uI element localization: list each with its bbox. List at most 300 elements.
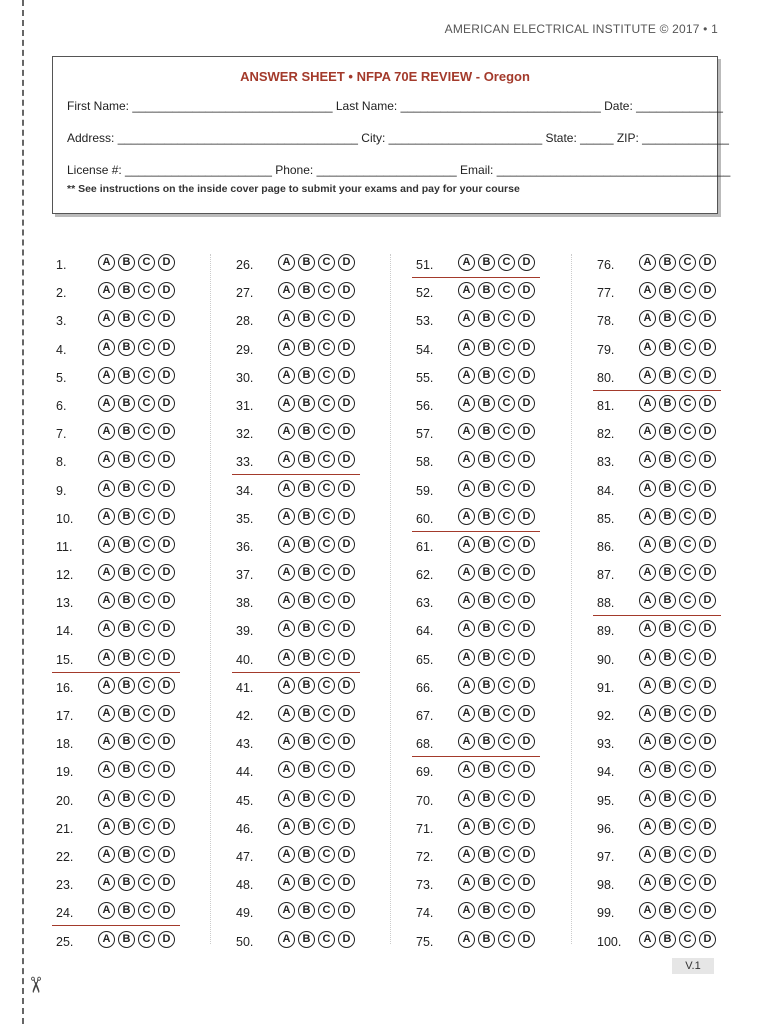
license-contact-line[interactable]: License #: ______________________ Phone: _____________________ Email: ___________________________________ [67, 163, 731, 177]
bubble-b[interactable]: B [298, 339, 315, 356]
bubble-c[interactable]: C [138, 592, 155, 609]
bubble-b[interactable]: B [659, 282, 676, 299]
bubble-b[interactable]: B [298, 480, 315, 497]
bubble-c[interactable]: C [318, 649, 335, 666]
bubble-b[interactable]: B [478, 367, 495, 384]
bubble-a[interactable]: A [639, 902, 656, 919]
bubble-c[interactable]: C [138, 254, 155, 271]
bubble-c[interactable]: C [138, 536, 155, 553]
bubble-d[interactable]: D [338, 592, 355, 609]
bubble-c[interactable]: C [318, 282, 335, 299]
bubble-b[interactable]: B [298, 931, 315, 948]
bubble-b[interactable]: B [478, 310, 495, 327]
bubble-d[interactable]: D [518, 564, 535, 581]
bubble-c[interactable]: C [318, 902, 335, 919]
bubble-d[interactable]: D [518, 761, 535, 778]
bubble-b[interactable]: B [298, 564, 315, 581]
bubble-d[interactable]: D [518, 705, 535, 722]
bubble-d[interactable]: D [338, 282, 355, 299]
bubble-a[interactable]: A [458, 874, 475, 891]
bubble-d[interactable]: D [699, 818, 716, 835]
bubble-a[interactable]: A [458, 818, 475, 835]
bubble-d[interactable]: D [338, 733, 355, 750]
bubble-c[interactable]: C [138, 451, 155, 468]
bubble-d[interactable]: D [158, 451, 175, 468]
bubble-c[interactable]: C [679, 846, 696, 863]
bubble-a[interactable]: A [98, 564, 115, 581]
bubble-b[interactable]: B [298, 902, 315, 919]
bubble-d[interactable]: D [518, 818, 535, 835]
bubble-c[interactable]: C [498, 874, 515, 891]
bubble-a[interactable]: A [458, 367, 475, 384]
bubble-a[interactable]: A [278, 761, 295, 778]
bubble-a[interactable]: A [458, 536, 475, 553]
bubble-c[interactable]: C [679, 282, 696, 299]
bubble-c[interactable]: C [498, 677, 515, 694]
bubble-c[interactable]: C [679, 451, 696, 468]
bubble-d[interactable]: D [699, 931, 716, 948]
bubble-d[interactable]: D [518, 620, 535, 637]
bubble-a[interactable]: A [458, 620, 475, 637]
bubble-c[interactable]: C [498, 846, 515, 863]
bubble-a[interactable]: A [639, 620, 656, 637]
bubble-c[interactable]: C [318, 480, 335, 497]
bubble-b[interactable]: B [478, 790, 495, 807]
bubble-d[interactable]: D [338, 395, 355, 412]
bubble-d[interactable]: D [518, 339, 535, 356]
bubble-d[interactable]: D [699, 480, 716, 497]
bubble-b[interactable]: B [118, 761, 135, 778]
bubble-a[interactable]: A [639, 733, 656, 750]
bubble-b[interactable]: B [478, 423, 495, 440]
bubble-a[interactable]: A [639, 310, 656, 327]
bubble-c[interactable]: C [679, 367, 696, 384]
bubble-b[interactable]: B [478, 931, 495, 948]
bubble-b[interactable]: B [659, 592, 676, 609]
bubble-a[interactable]: A [278, 480, 295, 497]
bubble-c[interactable]: C [498, 564, 515, 581]
bubble-a[interactable]: A [458, 423, 475, 440]
bubble-a[interactable]: A [458, 677, 475, 694]
bubble-c[interactable]: C [318, 451, 335, 468]
bubble-c[interactable]: C [318, 677, 335, 694]
bubble-b[interactable]: B [118, 902, 135, 919]
bubble-b[interactable]: B [478, 846, 495, 863]
bubble-d[interactable]: D [699, 254, 716, 271]
bubble-b[interactable]: B [659, 508, 676, 525]
bubble-a[interactable]: A [98, 536, 115, 553]
bubble-c[interactable]: C [318, 846, 335, 863]
bubble-a[interactable]: A [639, 282, 656, 299]
bubble-c[interactable]: C [679, 931, 696, 948]
bubble-a[interactable]: A [458, 451, 475, 468]
bubble-c[interactable]: C [498, 761, 515, 778]
bubble-d[interactable]: D [158, 931, 175, 948]
bubble-d[interactable]: D [158, 846, 175, 863]
bubble-d[interactable]: D [518, 451, 535, 468]
bubble-a[interactable]: A [98, 310, 115, 327]
bubble-a[interactable]: A [278, 874, 295, 891]
bubble-c[interactable]: C [679, 310, 696, 327]
bubble-d[interactable]: D [158, 818, 175, 835]
bubble-c[interactable]: C [679, 339, 696, 356]
bubble-b[interactable]: B [659, 564, 676, 581]
bubble-d[interactable]: D [158, 902, 175, 919]
bubble-c[interactable]: C [318, 254, 335, 271]
bubble-b[interactable]: B [478, 508, 495, 525]
bubble-b[interactable]: B [659, 423, 676, 440]
bubble-c[interactable]: C [138, 395, 155, 412]
bubble-c[interactable]: C [318, 536, 335, 553]
bubble-d[interactable]: D [338, 620, 355, 637]
bubble-c[interactable]: C [318, 620, 335, 637]
bubble-c[interactable]: C [498, 818, 515, 835]
bubble-b[interactable]: B [118, 423, 135, 440]
bubble-d[interactable]: D [699, 367, 716, 384]
bubble-c[interactable]: C [318, 310, 335, 327]
bubble-c[interactable]: C [498, 705, 515, 722]
bubble-b[interactable]: B [659, 677, 676, 694]
bubble-a[interactable]: A [98, 367, 115, 384]
bubble-b[interactable]: B [118, 592, 135, 609]
bubble-a[interactable]: A [458, 508, 475, 525]
bubble-b[interactable]: B [298, 310, 315, 327]
bubble-d[interactable]: D [338, 705, 355, 722]
bubble-d[interactable]: D [699, 733, 716, 750]
bubble-d[interactable]: D [699, 846, 716, 863]
bubble-d[interactable]: D [699, 310, 716, 327]
bubble-d[interactable]: D [158, 339, 175, 356]
bubble-b[interactable]: B [298, 451, 315, 468]
bubble-c[interactable]: C [498, 282, 515, 299]
bubble-b[interactable]: B [118, 480, 135, 497]
bubble-c[interactable]: C [679, 423, 696, 440]
bubble-a[interactable]: A [639, 874, 656, 891]
bubble-a[interactable]: A [278, 282, 295, 299]
bubble-b[interactable]: B [478, 339, 495, 356]
bubble-c[interactable]: C [498, 395, 515, 412]
bubble-c[interactable]: C [318, 874, 335, 891]
bubble-b[interactable]: B [118, 451, 135, 468]
bubble-a[interactable]: A [98, 395, 115, 412]
bubble-d[interactable]: D [699, 536, 716, 553]
bubble-d[interactable]: D [338, 339, 355, 356]
bubble-b[interactable]: B [659, 733, 676, 750]
bubble-a[interactable]: A [458, 592, 475, 609]
bubble-a[interactable]: A [98, 423, 115, 440]
bubble-b[interactable]: B [478, 733, 495, 750]
bubble-b[interactable]: B [118, 310, 135, 327]
bubble-b[interactable]: B [298, 818, 315, 835]
bubble-c[interactable]: C [318, 818, 335, 835]
bubble-d[interactable]: D [518, 536, 535, 553]
bubble-a[interactable]: A [639, 818, 656, 835]
bubble-a[interactable]: A [98, 451, 115, 468]
bubble-d[interactable]: D [699, 339, 716, 356]
bubble-b[interactable]: B [298, 649, 315, 666]
bubble-d[interactable]: D [338, 761, 355, 778]
bubble-b[interactable]: B [298, 874, 315, 891]
bubble-b[interactable]: B [118, 282, 135, 299]
bubble-b[interactable]: B [118, 931, 135, 948]
bubble-c[interactable]: C [679, 536, 696, 553]
bubble-b[interactable]: B [478, 620, 495, 637]
bubble-c[interactable]: C [138, 339, 155, 356]
bubble-b[interactable]: B [118, 508, 135, 525]
bubble-a[interactable]: A [278, 846, 295, 863]
bubble-a[interactable]: A [98, 846, 115, 863]
bubble-b[interactable]: B [659, 451, 676, 468]
bubble-d[interactable]: D [338, 902, 355, 919]
bubble-c[interactable]: C [138, 620, 155, 637]
bubble-a[interactable]: A [98, 761, 115, 778]
bubble-d[interactable]: D [338, 790, 355, 807]
bubble-c[interactable]: C [498, 480, 515, 497]
bubble-b[interactable]: B [478, 761, 495, 778]
bubble-b[interactable]: B [118, 339, 135, 356]
bubble-b[interactable]: B [298, 395, 315, 412]
bubble-a[interactable]: A [639, 367, 656, 384]
bubble-d[interactable]: D [699, 592, 716, 609]
bubble-b[interactable]: B [118, 564, 135, 581]
bubble-c[interactable]: C [138, 649, 155, 666]
bubble-c[interactable]: C [318, 339, 335, 356]
bubble-b[interactable]: B [659, 395, 676, 412]
bubble-c[interactable]: C [318, 761, 335, 778]
bubble-a[interactable]: A [278, 310, 295, 327]
bubble-c[interactable]: C [498, 423, 515, 440]
bubble-b[interactable]: B [118, 846, 135, 863]
bubble-a[interactable]: A [278, 790, 295, 807]
bubble-b[interactable]: B [659, 367, 676, 384]
bubble-b[interactable]: B [118, 395, 135, 412]
bubble-a[interactable]: A [458, 480, 475, 497]
bubble-d[interactable]: D [338, 254, 355, 271]
bubble-b[interactable]: B [118, 733, 135, 750]
bubble-d[interactable]: D [518, 677, 535, 694]
bubble-c[interactable]: C [679, 395, 696, 412]
bubble-a[interactable]: A [278, 931, 295, 948]
bubble-c[interactable]: C [138, 480, 155, 497]
bubble-a[interactable]: A [639, 508, 656, 525]
bubble-d[interactable]: D [158, 395, 175, 412]
bubble-b[interactable]: B [659, 818, 676, 835]
bubble-a[interactable]: A [458, 254, 475, 271]
bubble-c[interactable]: C [498, 902, 515, 919]
bubble-a[interactable]: A [278, 592, 295, 609]
bubble-a[interactable]: A [639, 761, 656, 778]
bubble-a[interactable]: A [458, 790, 475, 807]
bubble-d[interactable]: D [699, 677, 716, 694]
bubble-b[interactable]: B [659, 846, 676, 863]
bubble-c[interactable]: C [679, 733, 696, 750]
bubble-c[interactable]: C [138, 818, 155, 835]
bubble-d[interactable]: D [518, 649, 535, 666]
bubble-c[interactable]: C [679, 761, 696, 778]
bubble-a[interactable]: A [458, 339, 475, 356]
bubble-a[interactable]: A [639, 395, 656, 412]
bubble-a[interactable]: A [458, 846, 475, 863]
bubble-b[interactable]: B [478, 902, 495, 919]
bubble-c[interactable]: C [679, 874, 696, 891]
bubble-d[interactable]: D [518, 310, 535, 327]
bubble-d[interactable]: D [338, 846, 355, 863]
bubble-a[interactable]: A [278, 733, 295, 750]
bubble-a[interactable]: A [458, 733, 475, 750]
bubble-c[interactable]: C [318, 564, 335, 581]
bubble-c[interactable]: C [318, 931, 335, 948]
bubble-b[interactable]: B [118, 649, 135, 666]
bubble-a[interactable]: A [639, 339, 656, 356]
bubble-a[interactable]: A [98, 677, 115, 694]
bubble-d[interactable]: D [158, 874, 175, 891]
bubble-c[interactable]: C [138, 367, 155, 384]
bubble-d[interactable]: D [518, 931, 535, 948]
bubble-b[interactable]: B [118, 818, 135, 835]
bubble-b[interactable]: B [659, 705, 676, 722]
bubble-c[interactable]: C [318, 592, 335, 609]
bubble-c[interactable]: C [498, 592, 515, 609]
bubble-b[interactable]: B [478, 874, 495, 891]
bubble-d[interactable]: D [158, 564, 175, 581]
bubble-d[interactable]: D [158, 705, 175, 722]
bubble-c[interactable]: C [679, 480, 696, 497]
bubble-b[interactable]: B [118, 677, 135, 694]
bubble-c[interactable]: C [138, 874, 155, 891]
bubble-d[interactable]: D [338, 818, 355, 835]
bubble-c[interactable]: C [498, 790, 515, 807]
bubble-c[interactable]: C [138, 282, 155, 299]
bubble-c[interactable]: C [138, 423, 155, 440]
bubble-d[interactable]: D [699, 902, 716, 919]
bubble-a[interactable]: A [458, 564, 475, 581]
bubble-c[interactable]: C [138, 508, 155, 525]
bubble-d[interactable]: D [158, 423, 175, 440]
bubble-a[interactable]: A [639, 536, 656, 553]
bubble-b[interactable]: B [659, 931, 676, 948]
bubble-b[interactable]: B [478, 592, 495, 609]
bubble-d[interactable]: D [338, 423, 355, 440]
bubble-d[interactable]: D [699, 282, 716, 299]
bubble-d[interactable]: D [158, 592, 175, 609]
bubble-d[interactable]: D [699, 705, 716, 722]
bubble-d[interactable]: D [158, 480, 175, 497]
bubble-a[interactable]: A [278, 536, 295, 553]
bubble-c[interactable]: C [498, 733, 515, 750]
bubble-b[interactable]: B [118, 705, 135, 722]
bubble-b[interactable]: B [298, 761, 315, 778]
bubble-c[interactable]: C [679, 790, 696, 807]
bubble-a[interactable]: A [639, 790, 656, 807]
bubble-d[interactable]: D [518, 423, 535, 440]
bubble-a[interactable]: A [278, 254, 295, 271]
bubble-b[interactable]: B [478, 677, 495, 694]
bubble-b[interactable]: B [298, 620, 315, 637]
bubble-a[interactable]: A [98, 902, 115, 919]
bubble-a[interactable]: A [639, 451, 656, 468]
bubble-a[interactable]: A [278, 649, 295, 666]
bubble-b[interactable]: B [478, 649, 495, 666]
bubble-d[interactable]: D [158, 310, 175, 327]
bubble-d[interactable]: D [518, 790, 535, 807]
bubble-d[interactable]: D [699, 761, 716, 778]
bubble-d[interactable]: D [518, 592, 535, 609]
bubble-a[interactable]: A [98, 818, 115, 835]
bubble-d[interactable]: D [158, 733, 175, 750]
bubble-a[interactable]: A [458, 761, 475, 778]
bubble-d[interactable]: D [518, 874, 535, 891]
bubble-d[interactable]: D [518, 480, 535, 497]
bubble-b[interactable]: B [659, 874, 676, 891]
bubble-d[interactable]: D [338, 480, 355, 497]
bubble-a[interactable]: A [98, 705, 115, 722]
bubble-b[interactable]: B [659, 339, 676, 356]
bubble-c[interactable]: C [498, 451, 515, 468]
bubble-c[interactable]: C [138, 846, 155, 863]
bubble-a[interactable]: A [98, 282, 115, 299]
bubble-a[interactable]: A [639, 705, 656, 722]
bubble-d[interactable]: D [699, 451, 716, 468]
bubble-c[interactable]: C [679, 254, 696, 271]
bubble-d[interactable]: D [158, 677, 175, 694]
bubble-a[interactable]: A [639, 677, 656, 694]
bubble-d[interactable]: D [158, 254, 175, 271]
bubble-d[interactable]: D [338, 931, 355, 948]
bubble-c[interactable]: C [679, 592, 696, 609]
bubble-a[interactable]: A [98, 790, 115, 807]
bubble-b[interactable]: B [298, 592, 315, 609]
bubble-d[interactable]: D [699, 790, 716, 807]
bubble-a[interactable]: A [98, 649, 115, 666]
bubble-a[interactable]: A [278, 902, 295, 919]
bubble-b[interactable]: B [298, 733, 315, 750]
bubble-a[interactable]: A [278, 705, 295, 722]
bubble-c[interactable]: C [679, 508, 696, 525]
bubble-d[interactable]: D [518, 367, 535, 384]
bubble-a[interactable]: A [639, 846, 656, 863]
bubble-d[interactable]: D [518, 902, 535, 919]
bubble-c[interactable]: C [679, 818, 696, 835]
bubble-d[interactable]: D [338, 367, 355, 384]
bubble-c[interactable]: C [679, 677, 696, 694]
bubble-d[interactable]: D [699, 620, 716, 637]
bubble-b[interactable]: B [659, 790, 676, 807]
bubble-a[interactable]: A [98, 480, 115, 497]
bubble-d[interactable]: D [338, 451, 355, 468]
bubble-d[interactable]: D [699, 508, 716, 525]
bubble-a[interactable]: A [639, 564, 656, 581]
bubble-c[interactable]: C [679, 649, 696, 666]
bubble-d[interactable]: D [158, 282, 175, 299]
bubble-b[interactable]: B [118, 874, 135, 891]
bubble-d[interactable]: D [338, 310, 355, 327]
bubble-b[interactable]: B [478, 480, 495, 497]
bubble-b[interactable]: B [659, 480, 676, 497]
bubble-b[interactable]: B [298, 282, 315, 299]
bubble-b[interactable]: B [659, 536, 676, 553]
bubble-b[interactable]: B [659, 254, 676, 271]
bubble-c[interactable]: C [138, 902, 155, 919]
bubble-a[interactable]: A [278, 367, 295, 384]
bubble-a[interactable]: A [458, 395, 475, 412]
bubble-c[interactable]: C [498, 536, 515, 553]
bubble-a[interactable]: A [639, 480, 656, 497]
bubble-d[interactable]: D [518, 508, 535, 525]
bubble-b[interactable]: B [478, 536, 495, 553]
bubble-a[interactable]: A [98, 339, 115, 356]
bubble-a[interactable]: A [278, 423, 295, 440]
bubble-d[interactable]: D [158, 367, 175, 384]
